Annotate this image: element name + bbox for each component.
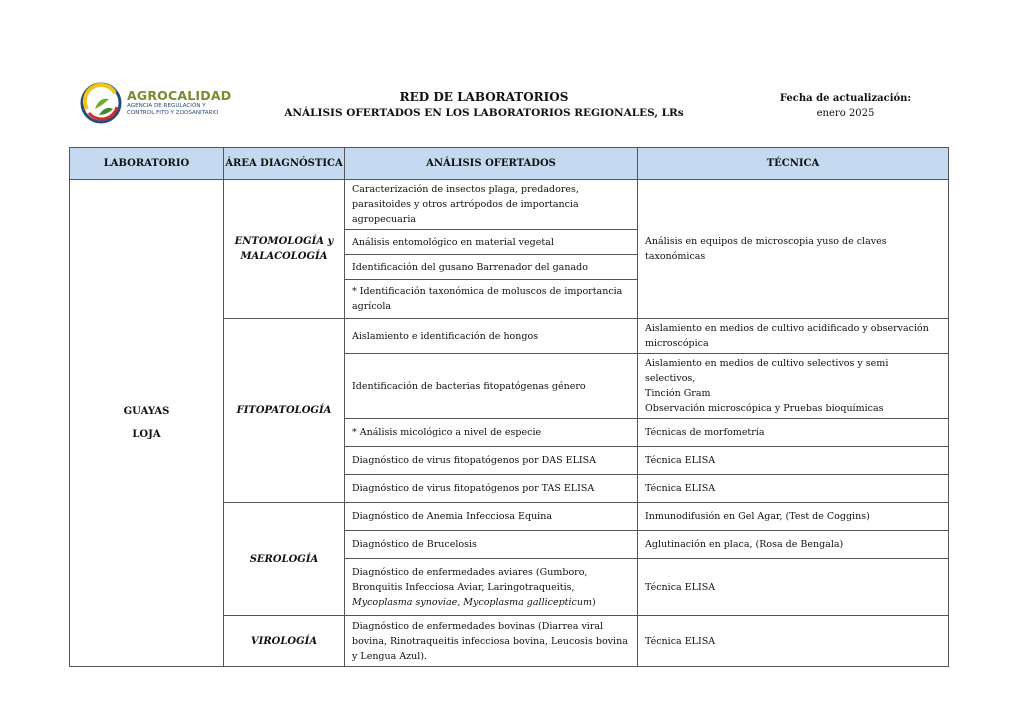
header-laboratorio: LABORATORIO bbox=[70, 148, 224, 180]
page-title: RED DE LABORATORIOS bbox=[399, 90, 569, 104]
header-tecnica: TÉCNICA bbox=[638, 148, 949, 180]
analysis-table bbox=[69, 147, 949, 667]
logo-subtitle-line-1: AGENCIA DE REGULACIÓN Y bbox=[127, 103, 206, 109]
technique-cell: Técnica ELISA bbox=[638, 475, 949, 503]
technique-cell: Aislamiento en medios de cultivo acidificado y observación microscópica bbox=[638, 319, 949, 354]
technique-line: Aislamiento en medios de cultivo selectivos y semi selectivos, bbox=[645, 358, 889, 384]
logo-subtitle-line-2: CONTROL FITO Y ZOOSANITARIO bbox=[127, 110, 219, 116]
technique-cell: Análisis en equipos de microscopia yuso de claves taxonómicas bbox=[638, 180, 949, 319]
analysis-text: Diagnóstico de enfermedades aviares (Gumboro, Bronquitis Infecciosa Aviar, Laringotraqueitis, bbox=[352, 566, 588, 593]
technique-cell: Técnica ELISA bbox=[638, 616, 949, 667]
lab-loja: LOJA bbox=[132, 429, 161, 440]
technique-line: Observación microscópica y Pruebas bioquímicas bbox=[645, 403, 884, 414]
analysis-cell: Diagnóstico de Anemia Infecciosa Equina bbox=[345, 503, 638, 531]
technique-line: Tinción Gram bbox=[645, 388, 711, 399]
area-fitopatologia: FITOPATOLOGÍA bbox=[224, 319, 345, 503]
technique-cell: Técnica ELISA bbox=[638, 559, 949, 616]
area-serologia: SEROLOGÍA bbox=[224, 503, 345, 616]
analysis-text-end: ) bbox=[591, 596, 596, 608]
analysis-cell: Diagnóstico de virus fitopatógenos por TAS ELISA bbox=[345, 475, 638, 503]
technique-cell: Técnicas de morfometría bbox=[638, 419, 949, 447]
header-area: ÁREA DIAGNÓSTICA bbox=[224, 148, 345, 180]
table-header-row bbox=[70, 148, 949, 180]
page-subtitle: ANÁLISIS OFERTADOS EN LOS LABORATORIOS REGIONALES, LRs bbox=[284, 107, 684, 119]
analysis-cell: Diagnóstico de enfermedades bovinas (Diarrea viral bovina, Rinotraqueitis infecciosa bovina, Leucosis bovina y Lengua Azul). bbox=[345, 616, 638, 667]
lab-cell bbox=[70, 180, 224, 667]
analysis-cell: Identificación de bacterias fitopatógenas género bbox=[345, 354, 638, 419]
analysis-cell: Diagnóstico de Brucelosis bbox=[345, 531, 638, 559]
analysis-cell: Análisis entomológico en material vegetal bbox=[345, 230, 638, 255]
agrocalidad-logo bbox=[79, 79, 232, 127]
analysis-cell: * Identificación taxonómica de moluscos de importancia agrícola bbox=[345, 280, 638, 319]
logo-name: AGROCALIDAD bbox=[127, 88, 232, 103]
analysis-species: Mycoplasma synoviae, Mycoplasma gallicepticum bbox=[352, 596, 592, 608]
analysis-cell: Aislamiento e identificación de hongos bbox=[345, 319, 638, 354]
technique-cell: Aglutinación en placa, (Rosa de Bengala) bbox=[638, 531, 949, 559]
date-value: enero 2025 bbox=[816, 108, 875, 119]
logo-subtitle bbox=[127, 103, 227, 117]
table-row bbox=[70, 180, 949, 230]
technique-cell: Inmunodifusión en Gel Agar, (Test de Coggins) bbox=[638, 503, 949, 531]
analysis-cell: Identificación del gusano Barrenador del ganado bbox=[345, 255, 638, 280]
area-virologia: VIROLOGÍA bbox=[224, 616, 345, 667]
header-analisis: ANÁLISIS OFERTADOS bbox=[345, 148, 638, 180]
technique-cell: Técnica ELISA bbox=[638, 447, 949, 475]
date-label: Fecha de actualización: bbox=[779, 93, 912, 104]
analysis-cell: * Análisis micológico a nivel de especie bbox=[345, 419, 638, 447]
analysis-cell: Caracterización de insectos plaga, predadores, parasitoides y otros artrópodos de importancia agropecuaria bbox=[345, 180, 638, 230]
lab-guayas: GUAYAS bbox=[123, 406, 170, 417]
agrocalidad-emblem-icon bbox=[79, 79, 127, 127]
analysis-cell bbox=[345, 559, 638, 616]
technique-cell bbox=[638, 354, 949, 419]
analysis-cell: Diagnóstico de virus fitopatógenos por DAS ELISA bbox=[345, 447, 638, 475]
area-entomologia: ENTOMOLOGÍA y MALACOLOGÍA bbox=[224, 180, 345, 319]
